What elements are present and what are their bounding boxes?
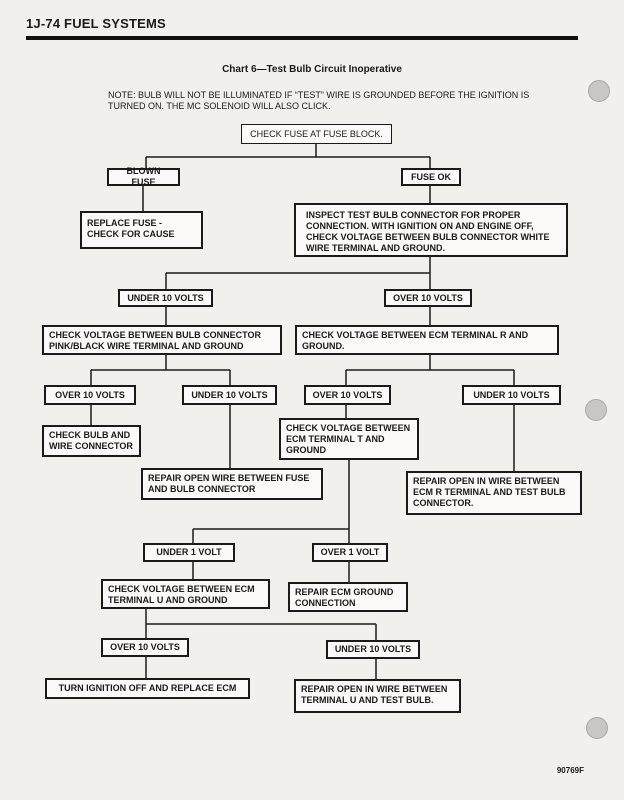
over-1-volt-box: OVER 1 VOLT [312, 543, 388, 562]
binder-hole-middle [585, 399, 607, 421]
under-10-volts-box-d: UNDER 10 VOLTS [326, 640, 420, 659]
check-pink-black-box: CHECK VOLTAGE BETWEEN BULB CONNECTOR PINK/BLACK WIRE TERMINAL AND GROUND [42, 325, 282, 355]
check-fuse-box: CHECK FUSE AT FUSE BLOCK. [241, 124, 392, 144]
replace-fuse-box: REPLACE FUSE - CHECK FOR CAUSE [80, 211, 203, 249]
replace-ecm-box: TURN IGNITION OFF AND REPLACE ECM [45, 678, 250, 699]
check-bulb-box: CHECK BULB AND WIRE CONNECTOR [42, 425, 141, 457]
under-10-volts-box-b: UNDER 10 VOLTS [182, 385, 277, 405]
check-ecm-u-box: CHECK VOLTAGE BETWEEN ECM TERMINAL U AND GROUND [101, 579, 270, 609]
over-10-volts-box-c: OVER 10 VOLTS [304, 385, 391, 405]
repair-terminal-u-box: REPAIR OPEN IN WIRE BETWEEN TERMINAL U AND TEST BULB. [294, 679, 461, 713]
repair-ecm-r-box: REPAIR OPEN IN WIRE BETWEEN ECM R TERMINAL AND TEST BULB CONNECTOR. [406, 471, 582, 515]
under-10-volts-box-c: UNDER 10 VOLTS [462, 385, 561, 405]
over-10-volts-box-a: OVER 10 VOLTS [384, 289, 472, 307]
chart-title: Chart 6—Test Bulb Circuit Inoperative [222, 64, 402, 75]
page-header: 1J-74 FUEL SYSTEMS [26, 16, 166, 31]
over-10-volts-box-d: OVER 10 VOLTS [101, 638, 189, 657]
over-10-volts-box-b: OVER 10 VOLTS [44, 385, 136, 405]
under-10-volts-box-a: UNDER 10 VOLTS [118, 289, 213, 307]
binder-hole-bottom [586, 717, 608, 739]
chart-note: NOTE: BULB WILL NOT BE ILLUMINATED IF “TEST” WIRE IS GROUNDED BEFORE THE IGNITION IS TURNED ON. THE MC SOLENOID WILL ALSO CLICK. [108, 90, 530, 111]
binder-hole-top [588, 80, 610, 102]
check-ecm-t-box: CHECK VOLTAGE BETWEEN ECM TERMINAL T AND GROUND [279, 418, 419, 460]
repair-ground-box: REPAIR ECM GROUND CONNECTION [288, 582, 408, 612]
blown-fuse-box: BLOWN FUSE [107, 168, 180, 186]
under-1-volt-box: UNDER 1 VOLT [143, 543, 235, 562]
figure-id: 90769F [556, 766, 584, 775]
inspect-connector-box: INSPECT TEST BULB CONNECTOR FOR PROPER CONNECTION. WITH IGNITION ON AND ENGINE OFF, CHECK VOLTAGE BETWEEN BULB CONNECTOR WHITE WIRE TERMINAL AND GROUND. [294, 203, 568, 257]
repair-fuse-bulb-box: REPAIR OPEN WIRE BETWEEN FUSE AND BULB CONNECTOR [141, 468, 323, 500]
fuse-ok-box: FUSE OK [401, 168, 461, 186]
check-ecm-r-box: CHECK VOLTAGE BETWEEN ECM TERMINAL R AND GROUND. [295, 325, 559, 355]
